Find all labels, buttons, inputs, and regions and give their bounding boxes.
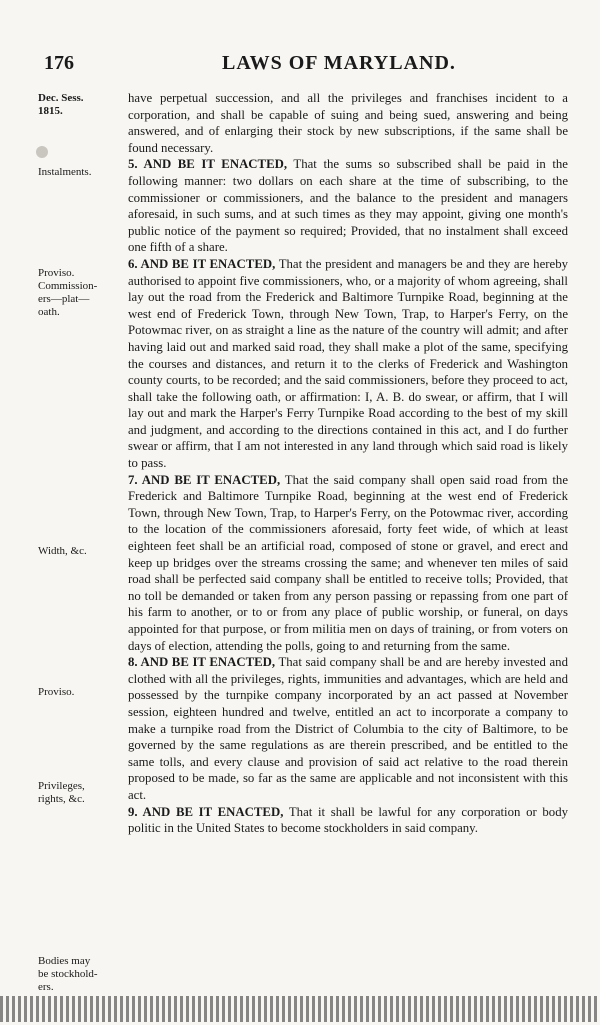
section-1	[128, 156, 568, 256]
section-text: That the said company shall open said road from the Frederick and Baltimore Turnpike Road, beginning at the west end of Frederick Town, through New Town, Trap, to Harper's Ferry, on the Potowmac river, according to the location of the commissioners aforesaid, forty feet wide, of which at least eighteen feet shall be an artificial road, composed of stone or gravel, and erect and keep up bridges over the streams crossing the same; and whenever ten miles of said road shall be perfected said company shall be entitled to receive tolls; Provided, that no toll be demanded or taken from any person passing or repassing from one part of his farm to another, or to or from any place of public worship, or funeral, on days appointed for that purpose, or from militia men on days of training, or from voters on days of election, attending the polls, going to and returning from the same.	[128, 472, 568, 653]
margin-note-proviso1: Proviso.	[38, 267, 75, 279]
statute-text	[128, 90, 568, 837]
section-text: That the sums so subscribed shall be paid in the following manner: two dollars on each share at the time of subscribing, to the commissioner or commissioners, and the balance to the president and managers aforesaid, in such sums, and at such times as they may appoint, giving one month's public notice of the payment so required; Provided, that no instalment shall exceed one fifth of a share.	[128, 157, 568, 255]
running-title: LAWS OF MARYLAND.	[222, 52, 456, 74]
margin-note-instalments: Instalments.	[38, 166, 92, 178]
margin-note-commissioners: Commission- ers—plat— oath.	[38, 280, 98, 318]
section-text: That it shall be lawful for any corporation or body politic in the United States to become stockholders in said company.	[128, 804, 568, 836]
section-0	[128, 90, 568, 156]
section-lead: 8. AND BE IT ENACTED,	[128, 655, 276, 670]
section-5	[128, 804, 568, 837]
margin-note-proviso2: Proviso.	[38, 686, 75, 698]
page-bottom-rule	[0, 996, 600, 1022]
margin-note-width: Width, &c.	[38, 545, 87, 557]
section-3	[128, 472, 568, 655]
section-text: That the president and managers be and they are hereby authorised to appoint five commissioners, who, or a majority of whom agreeing, shall lay out the road from the Frederick and Baltimore Turnpike Road, beginning at the west end of Frederick Town, through New Town, Trap, to Harper's Ferry, on the Potowmac river, on as straight a line as the nature of the country will admit; and after having laid out and marked said road, they shall make a plot of the same, specifying the courses and distances, and return it to the clerks of Frederick and Washington county courts, to be recorded; and the said commissioners, before they proceed to act, shall take the following oath, or affirmation: I, A. B. do swear, or affirm, that I will lay out and mark the Harper's Ferry Turnpike Road according to the best of my skill and judgment, and according to the directions contained in this act, and I do further swear or affirm, that I am not interested in any land through which said road is likely to pass.	[128, 256, 568, 471]
section-lead: 5. AND BE IT ENACTED,	[128, 157, 288, 172]
section-2	[128, 256, 568, 472]
page-header	[44, 52, 564, 82]
margin-note-privileges: Privileges, rights, &c.	[38, 780, 85, 805]
section-text: have perpetual succession, and all the privileges and franchises incident to a corporation, and shall be capable of suing and being sued, answering and being answered, and of enlarging their stock by new subscriptions, if the same shall be found necessary.	[128, 91, 568, 155]
section-4	[128, 654, 568, 803]
section-lead: 6. AND BE IT ENACTED,	[128, 256, 276, 271]
section-lead: 7. AND BE IT ENACTED,	[128, 472, 281, 487]
section-lead: 9. AND BE IT ENACTED,	[128, 804, 284, 819]
section-text: That said company shall be and are hereby invested and clothed with all the privileges, rights, immunities and advantages, which are held and possessed by the turnpike company incorporated by an act passed at November session, eighteen hundred and twelve, entitled an act to incorporate a company to make a turnpike road from the District of Columbia to the city of Baltimore, to be governed by the same regulations as are therein prescribed, and be entitled to the same tolls, and every clause and provision of said act relative to the road therein proposed to be made, so far as the same are applicable and not inconsistent with this act.	[128, 655, 568, 802]
ink-blot	[36, 146, 48, 158]
margin-note-dec: Dec. Sess. 1815.	[38, 92, 84, 117]
page-number: 176	[44, 52, 74, 74]
margin-note-bodies: Bodies may be stockhold- ers.	[38, 955, 98, 993]
